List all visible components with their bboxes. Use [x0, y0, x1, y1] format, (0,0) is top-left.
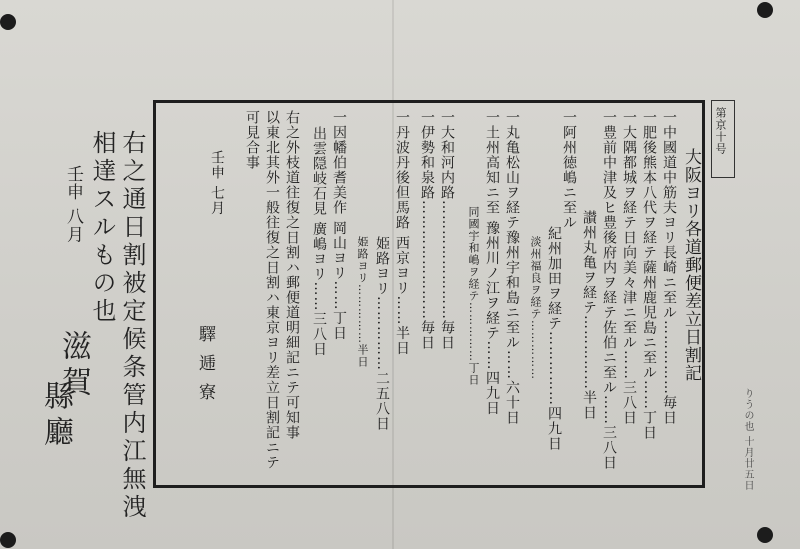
document-number: 第京十号 [714, 107, 727, 155]
pin-mark-top-right [757, 2, 773, 18]
route-line: 一因幡伯耆美作 岡山ヨリ……丁日 [331, 110, 347, 341]
handwritten-issuer: 縣廳 [38, 380, 73, 452]
route-line: 一肥後熊本八代ヲ経テ薩州鹿児島ニ至ル……丁日 [641, 110, 657, 440]
route-line: 以東北其外一般往復之日割ハ東京ヨリ差立日割記ニテ [264, 110, 280, 470]
handwritten-notice-line: 相達スルもの也 [88, 130, 116, 326]
route-line: 一大和河内路……………………毎日 [439, 110, 455, 350]
handwritten-notice-line: 右之通日割被定候条管内江無洩 [118, 130, 146, 522]
pin-mark-bottom-right [757, 527, 773, 543]
notice-title: 大阪ヨリ各道郵便差立日割記 [681, 148, 701, 382]
route-line: 一阿州徳嶋ニ至ル [561, 110, 577, 230]
pin-mark-bottom-left [0, 532, 16, 548]
handwritten-date: 壬申 八月 [63, 165, 83, 244]
route-line: 姫路ヨリ……………二五八日 [374, 236, 390, 431]
route-line: 可見合事 [244, 110, 260, 170]
issue-date: 壬申 七月 [209, 150, 225, 216]
route-line: 一豊前中津及ヒ豊後府内ヲ経テ佐伯ニ至ル……三八日 [601, 110, 617, 470]
route-line: 一土州高知ニ至 豫州川ノ江ヲ経テ……四九日 [484, 110, 500, 416]
route-line: 右之外枝道往復之日割ハ郵便道明細記ニテ可知事 [284, 110, 300, 440]
issuing-office: 驛逓寮 [195, 325, 215, 412]
route-line: 讃州丸亀ヲ経テ……………半日 [581, 210, 597, 420]
document-number-box [711, 100, 735, 178]
route-line: 一大隅都城ヲ経テ日向美々津ニ至ル……三八日 [621, 110, 637, 425]
handwritten-issuer: 滋賀 [56, 330, 91, 402]
route-line: 出雲隠岐石見 廣嶋ヨリ……三八日 [311, 126, 327, 357]
route-line: 一丹波丹後但馬路 西京ヨリ……半日 [394, 110, 410, 356]
route-line: 淡州福良ヲ経テ…………… [529, 236, 542, 380]
pin-mark-top-left [0, 14, 16, 30]
route-line: 一中國道中筋夫ヨリ長崎ニ至ル……………毎日 [661, 110, 677, 425]
route-line: 一伊勢和泉路……………………毎日 [419, 110, 435, 350]
route-line: 紀州加田ヲ経テ……………四九日 [546, 226, 562, 451]
route-line: 一丸亀松山ヲ経テ豫州宇和島ニ至ル……六十日 [504, 110, 520, 425]
route-line: 姫路ヨリ……………半日 [356, 236, 369, 368]
route-line: 同國宇和嶋ヲ経テ……………丁日 [467, 206, 480, 386]
handwritten-margin-note: りうの也 十月廿五日 [742, 388, 753, 492]
